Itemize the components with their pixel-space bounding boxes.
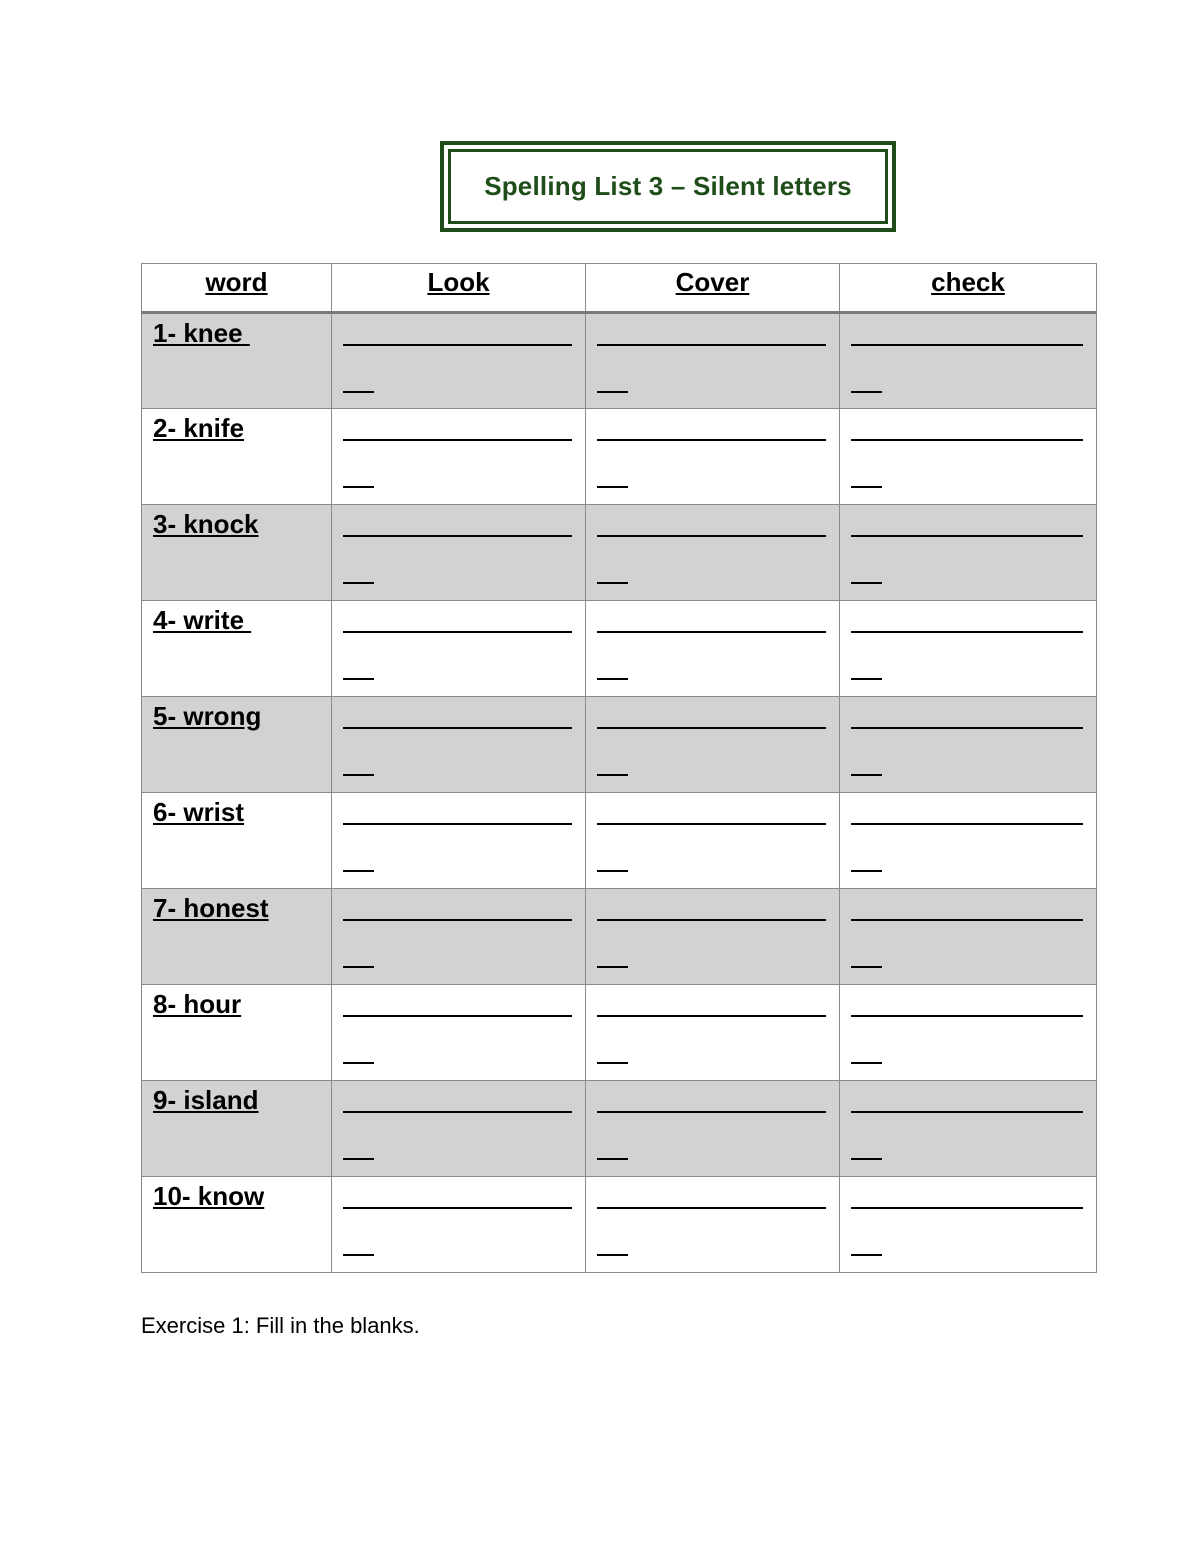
cover-cell xyxy=(586,601,840,697)
write-line xyxy=(343,1015,572,1017)
write-line-end xyxy=(597,774,628,776)
write-line xyxy=(597,344,826,346)
write-line xyxy=(343,535,572,537)
spelling-word: 3- knock xyxy=(153,509,259,539)
write-line-end xyxy=(597,486,628,488)
cover-cell xyxy=(586,1081,840,1177)
table-row xyxy=(142,697,1097,793)
exercise-instruction: Exercise 1: Fill in the blanks. xyxy=(141,1313,420,1338)
spelling-word: 10- know xyxy=(153,1181,265,1211)
cover-cell xyxy=(586,697,840,793)
write-line-end xyxy=(851,1158,882,1160)
table-row xyxy=(142,601,1097,697)
table-header-row xyxy=(142,264,1097,313)
write-line xyxy=(851,344,1083,346)
look-cell xyxy=(332,505,586,601)
title-box xyxy=(440,141,896,232)
write-line xyxy=(851,823,1083,825)
write-line-end xyxy=(851,1062,882,1064)
write-line xyxy=(851,1111,1083,1113)
write-line xyxy=(851,631,1083,633)
table-row xyxy=(142,793,1097,889)
word-cell xyxy=(142,505,332,601)
table-row xyxy=(142,889,1097,985)
spelling-word: 1- knee xyxy=(153,318,250,348)
word-cell xyxy=(142,1177,332,1273)
page-title: Spelling List 3 – Silent letters xyxy=(484,171,852,201)
write-line xyxy=(343,1207,572,1209)
table-row xyxy=(142,1177,1097,1273)
check-cell xyxy=(840,313,1097,409)
look-write-blank xyxy=(332,314,585,408)
write-line-end xyxy=(343,1158,374,1160)
write-line-end xyxy=(851,870,882,872)
word-cell xyxy=(142,985,332,1081)
check-cell xyxy=(840,793,1097,889)
cover-cell xyxy=(586,505,840,601)
write-line-end xyxy=(343,1254,374,1256)
write-line xyxy=(851,439,1083,441)
write-line xyxy=(343,1111,572,1113)
look-cell xyxy=(332,985,586,1081)
look-cell xyxy=(332,409,586,505)
cover-write-blank xyxy=(586,505,839,599)
look-write-blank xyxy=(332,409,585,503)
write-line-end xyxy=(343,966,374,968)
write-line-end xyxy=(851,391,882,393)
write-line-end xyxy=(343,870,374,872)
write-line xyxy=(343,823,572,825)
check-write-blank xyxy=(840,1081,1096,1175)
cover-write-blank xyxy=(586,793,839,887)
write-line xyxy=(597,919,826,921)
write-line xyxy=(851,727,1083,729)
write-line xyxy=(851,535,1083,537)
look-cell xyxy=(332,313,586,409)
cover-write-blank xyxy=(586,697,839,791)
cover-write-blank xyxy=(586,1177,839,1271)
write-line-end xyxy=(343,486,374,488)
word-cell xyxy=(142,697,332,793)
column-header-look: Look xyxy=(332,264,586,313)
write-line xyxy=(597,1111,826,1113)
check-cell xyxy=(840,985,1097,1081)
look-write-blank xyxy=(332,793,585,887)
write-line-end xyxy=(851,582,882,584)
spelling-word: 7- honest xyxy=(153,893,269,923)
check-cell xyxy=(840,1177,1097,1273)
write-line xyxy=(343,439,572,441)
write-line-end xyxy=(343,1062,374,1064)
write-line xyxy=(597,823,826,825)
spelling-table xyxy=(141,263,1097,1273)
cover-write-blank xyxy=(586,889,839,983)
check-write-blank xyxy=(840,985,1096,1079)
table-row xyxy=(142,985,1097,1081)
write-line-end xyxy=(597,582,628,584)
write-line-end xyxy=(597,966,628,968)
write-line-end xyxy=(851,486,882,488)
check-cell xyxy=(840,697,1097,793)
check-write-blank xyxy=(840,314,1096,408)
check-write-blank xyxy=(840,601,1096,695)
table-row xyxy=(142,1081,1097,1177)
write-line-end xyxy=(851,774,882,776)
write-line-end xyxy=(851,1254,882,1256)
look-cell xyxy=(332,889,586,985)
check-write-blank xyxy=(840,505,1096,599)
check-cell xyxy=(840,889,1097,985)
look-write-blank xyxy=(332,601,585,695)
write-line xyxy=(851,1207,1083,1209)
look-write-blank xyxy=(332,985,585,1079)
word-cell xyxy=(142,313,332,409)
write-line-end xyxy=(597,870,628,872)
write-line xyxy=(597,631,826,633)
table-row xyxy=(142,505,1097,601)
spelling-word: 2- knife xyxy=(153,413,245,443)
check-write-blank xyxy=(840,793,1096,887)
write-line-end xyxy=(597,678,628,680)
cover-cell xyxy=(586,1177,840,1273)
check-write-blank xyxy=(840,409,1096,503)
cover-write-blank xyxy=(586,601,839,695)
check-write-blank xyxy=(840,1177,1096,1271)
table-row xyxy=(142,313,1097,409)
look-cell xyxy=(332,1081,586,1177)
look-write-blank xyxy=(332,697,585,791)
spelling-word: 6- wrist xyxy=(153,797,245,827)
check-cell xyxy=(840,1081,1097,1177)
check-write-blank xyxy=(840,697,1096,791)
look-cell xyxy=(332,793,586,889)
spelling-word: 5- wrong xyxy=(153,701,262,731)
cover-cell xyxy=(586,313,840,409)
cover-write-blank xyxy=(586,314,839,408)
write-line-end xyxy=(851,966,882,968)
write-line-end xyxy=(597,1062,628,1064)
write-line xyxy=(343,919,572,921)
write-line-end xyxy=(597,391,628,393)
look-cell xyxy=(332,601,586,697)
spelling-word: 8- hour xyxy=(153,989,242,1019)
look-write-blank xyxy=(332,889,585,983)
column-header-cover: Cover xyxy=(586,264,840,313)
write-line xyxy=(597,727,826,729)
column-header-word: word xyxy=(142,264,332,313)
word-cell xyxy=(142,793,332,889)
look-write-blank xyxy=(332,505,585,599)
cover-cell xyxy=(586,793,840,889)
write-line xyxy=(597,1207,826,1209)
write-line-end xyxy=(343,582,374,584)
cover-cell xyxy=(586,409,840,505)
look-write-blank xyxy=(332,1177,585,1271)
write-line xyxy=(597,1015,826,1017)
word-cell xyxy=(142,601,332,697)
cover-cell xyxy=(586,889,840,985)
column-header-check: check xyxy=(840,264,1097,313)
look-write-blank xyxy=(332,1081,585,1175)
check-cell xyxy=(840,409,1097,505)
cover-write-blank xyxy=(586,1081,839,1175)
spelling-word: 4- write xyxy=(153,605,252,635)
cover-cell xyxy=(586,985,840,1081)
spelling-word: 9- island xyxy=(153,1085,259,1115)
cover-write-blank xyxy=(586,985,839,1079)
table-row xyxy=(142,409,1097,505)
word-cell xyxy=(142,1081,332,1177)
check-cell xyxy=(840,601,1097,697)
check-write-blank xyxy=(840,889,1096,983)
write-line-end xyxy=(343,391,374,393)
write-line xyxy=(597,535,826,537)
check-cell xyxy=(840,505,1097,601)
write-line xyxy=(343,344,572,346)
write-line xyxy=(343,727,572,729)
write-line xyxy=(597,439,826,441)
write-line-end xyxy=(343,774,374,776)
word-cell xyxy=(142,409,332,505)
write-line xyxy=(851,1015,1083,1017)
write-line-end xyxy=(851,678,882,680)
word-cell xyxy=(142,889,332,985)
write-line xyxy=(851,919,1083,921)
cover-write-blank xyxy=(586,409,839,503)
write-line-end xyxy=(597,1254,628,1256)
look-cell xyxy=(332,1177,586,1273)
title-inner-frame xyxy=(448,149,888,224)
look-cell xyxy=(332,697,586,793)
write-line xyxy=(343,631,572,633)
write-line-end xyxy=(343,678,374,680)
write-line-end xyxy=(597,1158,628,1160)
table-body xyxy=(142,313,1097,1273)
